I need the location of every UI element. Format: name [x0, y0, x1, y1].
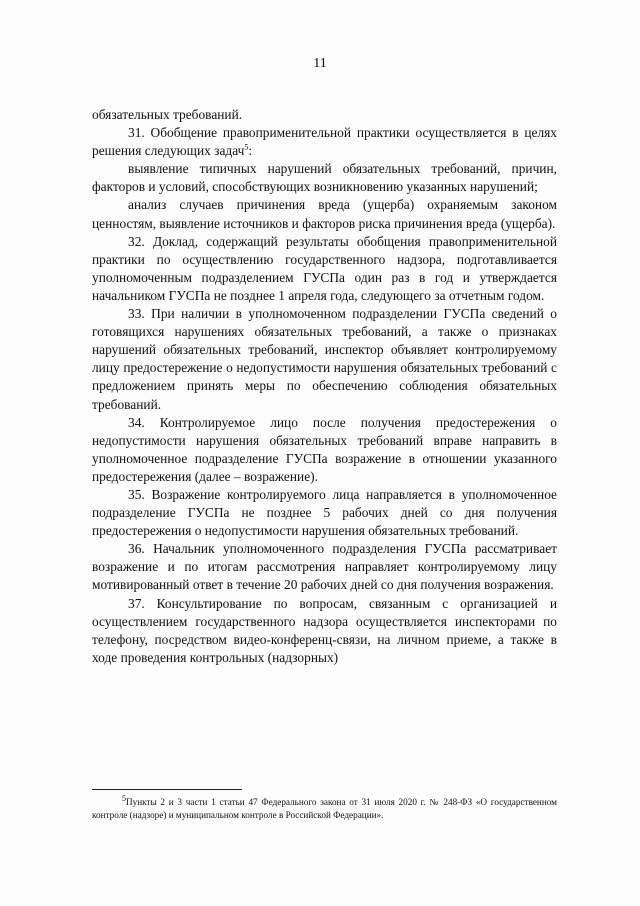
- paragraph-31-item-2: анализ случаев причинения вреда (ущерба) охраняемым законом ценностям, выявление источников и факторов риска причинения вреда (ущерба).: [92, 197, 557, 231]
- body-text: [92, 106, 557, 667]
- paragraph-35: 35. Возражение контролируемого лица направляется в уполномоченное подразделение ГУСПа не позднее 5 рабочих дней со дня получения предостережения о недопустимости нарушения обязательных требований.: [92, 486, 557, 539]
- paragraph-36: 36. Начальник уполномоченного подразделения ГУСПа рассматривает возражение и по итогам рассмотрения направляет контролируемому лицу мотивированный ответ в течение 20 рабочих дней со дня получения возражения.: [92, 541, 557, 593]
- paragraph-33: 33. При наличии в уполномоченном подразделении ГУСПа сведений о готовящихся нарушениях обязательных требований, а также о признаках нарушений обязательных требований, инспектор объявляет контролируемому лицу предостережение о недопустимости нарушения обязательных требований с предложением принять меры по обеспечению соблюдения обязательных требований.: [92, 306, 557, 412]
- paragraph-31: [92, 124, 557, 160]
- footnote: [92, 793, 557, 822]
- paragraph-31-item-1: выявление типичных нарушений обязательных требований, причин, факторов и условий, способствующих возникновению указанных нарушений;: [92, 161, 557, 195]
- footnote-ref: 5: [244, 142, 249, 152]
- footnote-marker: 5: [122, 793, 126, 803]
- footnote-text: Пункты 2 и 3 части 1 статьи 47 Федерального закона от 31 июля 2020 г. № 248-ФЗ «О государственном контроле (надзоре) и муниципальном контроле в Российской Федерации».: [92, 797, 557, 820]
- footnote-divider: [92, 789, 242, 790]
- paragraph-37: 37. Консультирование по вопросам, связанным с организацией и осуществлением государственного надзора осуществляется инспекторами по телефону, посредством видео-конференц-связи, на личном приеме, а также в ходе проведения контрольных (надзорных): [92, 595, 557, 665]
- paragraph-34: 34. Контролируемое лицо после получения предостережения о недопустимости нарушения обязательных требований вправе направить в уполномоченное подразделение ГУСПа возражение в отношении указанного предостережения (далее – возражение).: [92, 414, 557, 484]
- paragraph-continuation: обязательных требований.: [92, 107, 243, 122]
- paragraph-32: 32. Доклад, содержащий результаты обобщения правоприменительной практики по осуществлению государственного надзора, подготавливается уполномоченным подразделением ГУСПа один раз в год и утверждается начальником ГУСПа не позднее 1 апреля года, следующего за отчетным годом.: [92, 233, 557, 303]
- page-number: 11: [313, 56, 327, 71]
- paragraph-31-text: 31. Обобщение правоприменительной практики осуществляется в целях решения следующих задач: [92, 125, 557, 159]
- paragraph-31-colon: :: [248, 143, 253, 159]
